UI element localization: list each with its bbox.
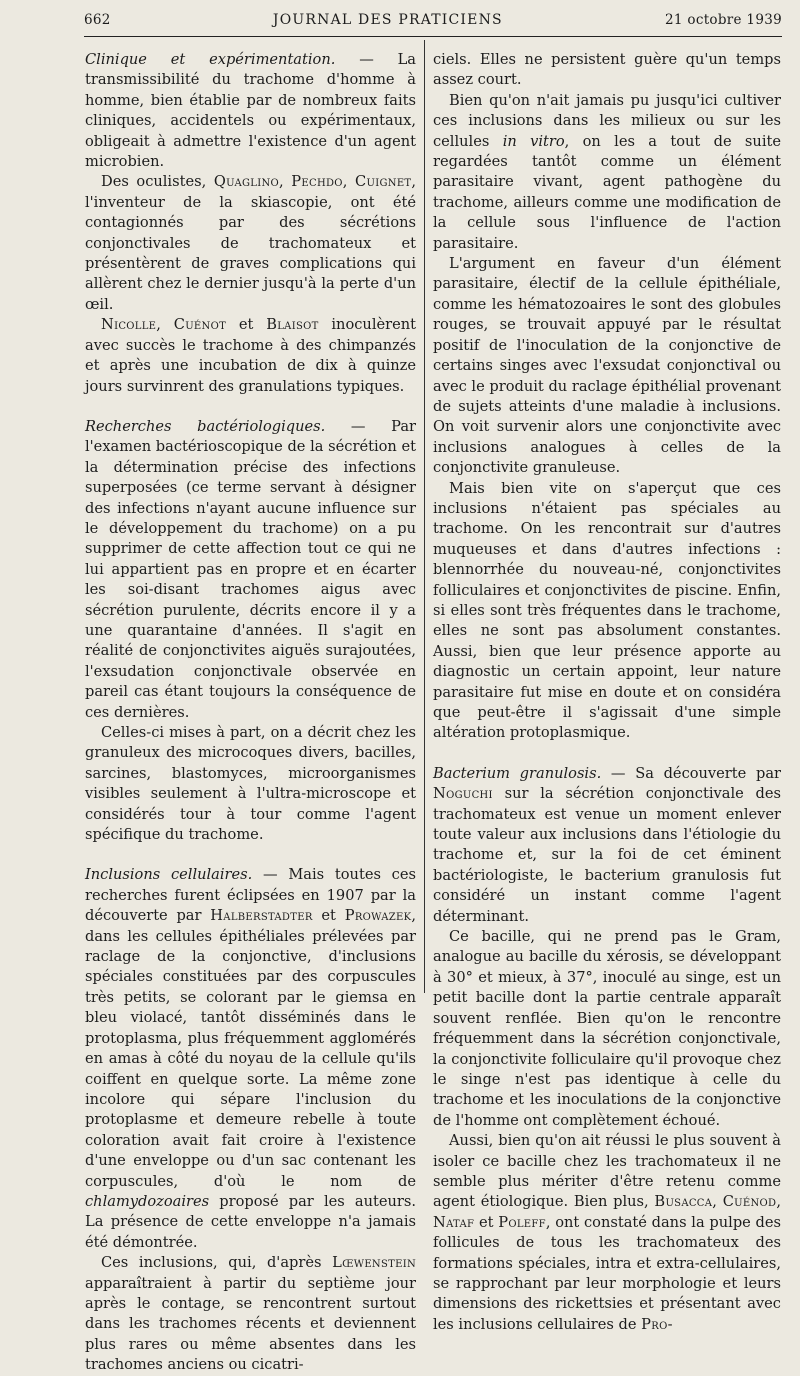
author-name: Cuignet bbox=[355, 173, 412, 191]
text-run: Ces inclusions, qui, d'après bbox=[101, 1254, 333, 1272]
text-run: apparaîtraient à partir du septième jour après le contage, se rencontrent surtout dans les trachomes récents et deviennent plus rares ou même absentes dans les trachomes anciens ou cicatri- bbox=[85, 1274, 416, 1374]
author-name: Blaisot bbox=[266, 316, 319, 334]
right-column bbox=[433, 50, 781, 1333]
author-name: Halberstadter bbox=[210, 907, 313, 925]
body-paragraph bbox=[433, 479, 781, 744]
section-heading: Bacterium granulosis. bbox=[433, 764, 602, 782]
author-name: Nataf bbox=[433, 1213, 475, 1231]
text-run: , on les a tout de suite regardées tantôt comme un élément parasitaire vivant, agent pathogène du trachome, ailleurs comme une modification de la cellule sous l'influence de l'action parasitaire. bbox=[433, 132, 781, 252]
body-paragraph bbox=[85, 315, 416, 397]
section-paragraph bbox=[85, 865, 416, 1253]
section-heading: Recherches bactériologiques. bbox=[85, 417, 326, 435]
text-run: , bbox=[712, 1193, 723, 1211]
body-paragraph bbox=[85, 172, 416, 315]
author-name: Nicolle bbox=[101, 316, 157, 334]
author-name: Poleff bbox=[498, 1213, 546, 1231]
body-paragraph bbox=[85, 1253, 416, 1375]
section-heading: Clinique et expérimentation. bbox=[85, 51, 336, 68]
text-run: , bbox=[279, 173, 292, 191]
text-run: , bbox=[156, 316, 174, 334]
body-paragraph bbox=[433, 927, 781, 1131]
text-run: , bbox=[342, 173, 356, 191]
text-run: , l'inventeur de la skiascopie, ont été contagionnés par des sécrétions conjonctivales de trachomateux et présentèrent de graves complications qui allèrent chez le dernier jusqu'à la perte d'un œil. bbox=[85, 173, 417, 313]
text-run: Des oculistes, bbox=[101, 173, 214, 191]
author-name: Cuénot bbox=[173, 316, 227, 334]
text-run: inoculèrent avec succès le trachome à des chimpanzés et après une incubation de dix à quinze jours survinrent des granulations typiques. bbox=[85, 316, 416, 395]
section-heading: Inclusions cellulaires. bbox=[85, 866, 253, 884]
section-paragraph bbox=[85, 50, 416, 172]
text-run: et bbox=[226, 316, 267, 334]
page-number: 662 bbox=[84, 12, 111, 28]
section-paragraph bbox=[85, 417, 416, 723]
text-run: Ce bacille, qui ne prend pas le Gram, analogue au bacille du xérosis, se développant à 30° et mieux, à 37°, inoculé au singe, est un petit bacille dont la partie centrale apparaît souvent renflée. Bien qu'on le rencontre fréquemment dans la sécrétion conjonctivale, la conjonctivite folliculaire qu'il provoque chez le singe n'est pas identique à celle du trachome et les inoculations de la conjonctive de l'homme ont complètement échoué. bbox=[433, 928, 781, 1129]
section-text: — La transmissibilité du trachome d'homme à homme, bien établie par de nombreux faits cliniques, accidentels ou expérimentaux, obligeait à admettre l'existence d'un agent microbien. bbox=[85, 51, 416, 171]
text-run: Bien qu'on n'ait jamais pu jusqu'ici cultiver ces inclusions dans les milieux ou sur les cellules bbox=[433, 91, 781, 150]
body-paragraph bbox=[433, 91, 781, 254]
text-run: — Mais toutes ces recherches furent éclipsées en 1907 par la découverte par bbox=[85, 866, 416, 925]
text-run: Aussi, bien qu'on ait réussi le plus souvent à isoler ce bacille chez les trachomateux il ne semble plus mériter d'être retenu comme agent étiologique. Bien plus, bbox=[433, 1132, 781, 1211]
body-paragraph bbox=[85, 723, 416, 845]
text-run: et bbox=[474, 1213, 499, 1231]
section-paragraph bbox=[433, 764, 781, 927]
author-name: Lœwenstein bbox=[332, 1254, 416, 1272]
italic-term: chlamydozoaires bbox=[85, 1192, 210, 1210]
text-run: et bbox=[312, 907, 345, 925]
author-name: Pechdo bbox=[291, 173, 343, 191]
left-column bbox=[85, 50, 417, 1374]
text-run: , bbox=[776, 1193, 781, 1211]
author-name: Noguchi bbox=[433, 785, 493, 803]
text-run: , ont constaté dans la pulpe des follicules de tous les trachomateux des formations spéciales, intra et extra-cellulaires, se rapprochant par leur morphologie et leurs dimensions des rickettsies et présentant avec les inclusions cellulaires de bbox=[433, 1213, 781, 1333]
section-text: — Par l'examen bactérioscopique de la sécrétion et la détermination précise des infections superposées (ce terme servant à désigner des infections n'ayant aucune influence sur le développement du trachome) on a pu supprimer de cette affection tout ce qui ne lui appartient pas en propre et en écarter les soi-disant trachomes aigus avec sécrétion purulente, décrits encore il y a une quarantaine d'années. Il s'agit en réalité de conjonctivites aiguës surajoutées, l'exsudation conjonctivale observée en pareil cas étant toujours la conséquence de ces dernières. bbox=[85, 417, 417, 721]
text-run: sur la sécrétion conjonctivale des trachomateux est venue un moment enlever toute valeur aux inclusions dans l'étiologie du trachome et, sur la foi de cet éminent bactériologiste, le bacterium granulosis fut considéré un instant comme l'agent déterminant. bbox=[433, 785, 781, 925]
text-run: proposé par les auteurs. La présence de cette enveloppe n'a jamais été démontrée. bbox=[85, 1192, 416, 1251]
text-run: , dans les cellules épithéliales prélevées par raclage de la conjonctive, d'inclusions spéciales constituées par des corpuscules très petits, se colorant par le giemsa en bleu violacé, tantôt disséminés dans le protoplasma, plus fréquemment agglomérés en amas à côté du noyau de la cellule qu'ils coiffent en quelque sorte. La même zone incolore qui sépare l'inclusion du protoplasme et demeure rebelle à toute coloration avait fait croire à l'existence d'une enveloppe ou d'un sac contenant les corpuscules, d'où le nom de bbox=[85, 907, 417, 1190]
body-paragraph bbox=[433, 1131, 781, 1335]
body-paragraph bbox=[433, 254, 781, 478]
italic-term: in vitro bbox=[502, 132, 565, 150]
author-name: Busacca bbox=[654, 1193, 713, 1211]
author-name: Prowazek bbox=[344, 907, 412, 925]
text-run: L'argument en faveur d'un élément parasitaire, électif de la cellule épithéliale, comme les hématozoaires le sont des globules rouges, se trouvait appuyé par le résultat positif de l'inoculation de la conjonctive de certains singes avec l'exsudat conjonctival ou avec le produit du raclage épithélial provenant de sujets atteints d'une maladie à inclusions. On voit survenir alors une conjonctivite avec inclusions analogues à celles de la conjonctivite granuleuse. bbox=[433, 255, 781, 477]
running-header bbox=[84, 12, 782, 38]
continued-paragraph bbox=[433, 50, 781, 91]
text-run: Celles-ci mises à part, on a décrit chez les granuleux des microcoques divers, bacilles, sarcines, blastomyces, microorganismes visibles seulement à l'ultra-microscope et considérés tour à tour comme l'agent spécifique du trachome. bbox=[85, 724, 416, 844]
author-name: Pro- bbox=[641, 1315, 673, 1333]
header-rule bbox=[84, 36, 782, 37]
text-run: — Sa découverte par bbox=[601, 764, 781, 782]
journal-title: JOURNAL DES PRATICIENS bbox=[272, 12, 503, 28]
author-name: Cuénod bbox=[722, 1193, 777, 1211]
author-name: Quaglino bbox=[213, 173, 280, 191]
column-divider bbox=[424, 40, 425, 993]
issue-date: 21 octobre 1939 bbox=[665, 12, 782, 28]
text-run: ciels. Elles ne persistent guère qu'un temps assez court. bbox=[433, 51, 781, 89]
text-run: Mais bien vite on s'aperçut que ces inclusions n'étaient pas spéciales au trachome. On les rencontrait sur d'autres muqueuses et dans d'autres infections : blennorrhée du nouveau-né, conjonctivites folliculaires et conjonctivites de piscine. Enfin, si elles sont très fréquentes dans le trachome, elles ne sont pas absolument constantes. Aussi, bien que leur présence apporte au diagnostic un certain appoint, leur nature parasitaire fut mise en doute et on considéra que peut-être il s'agissait d'une simple altération protoplasmique. bbox=[433, 479, 781, 742]
